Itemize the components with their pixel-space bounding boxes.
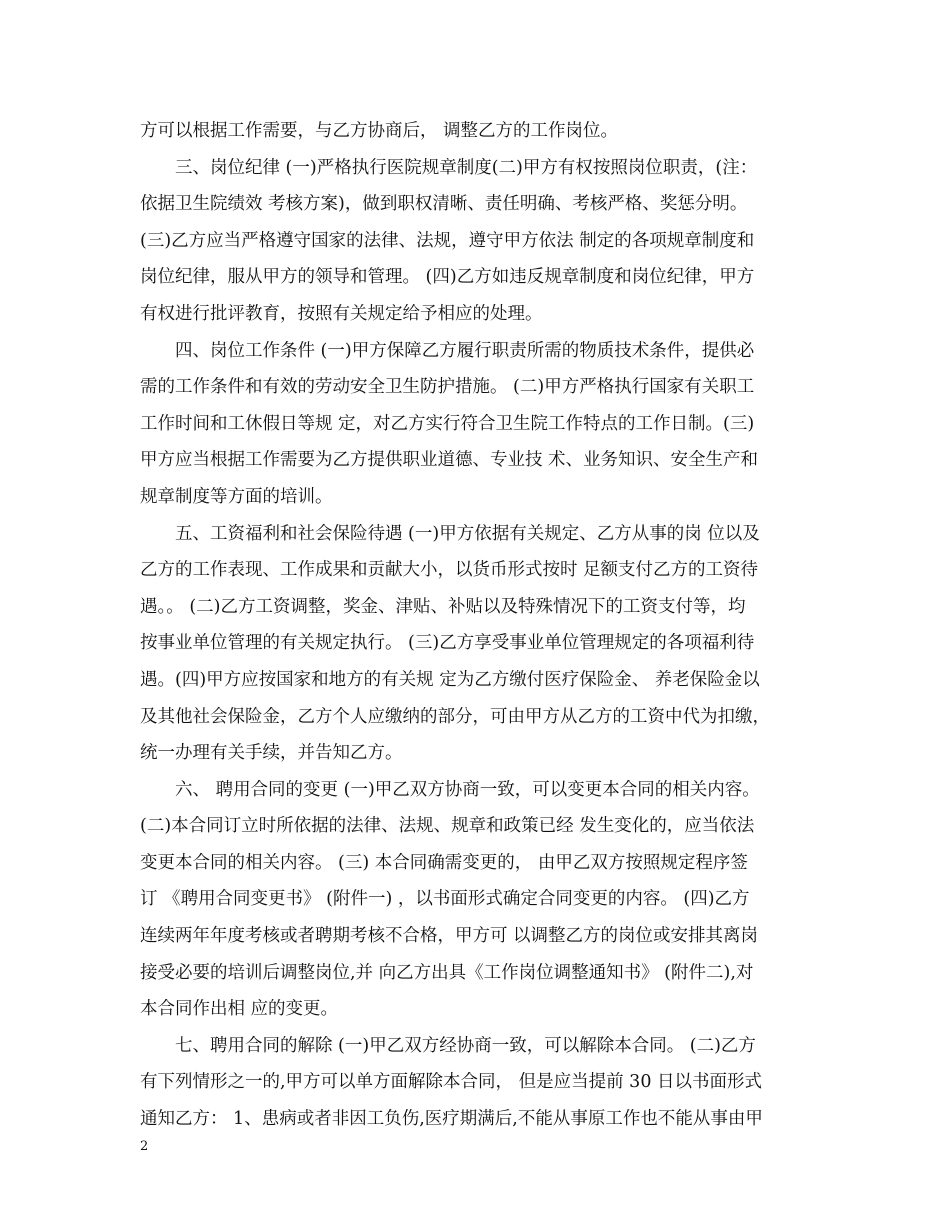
text-line: 需的工作条件和有效的劳动安全卫生防护措施。 (二)甲方严格执行国家有关职工 [140,377,755,398]
text-line: 规章制度等方面的培训。 [140,486,333,507]
text-line: 统一办理有关手续，并告知乙方。 [140,743,403,764]
text-line: 三、岗位纪律 (一)严格执行医院规章制度(二)甲方有权按照岗位职责，(注： [175,157,758,178]
text-line: (三)乙方应当严格遵守国家的法律、法规，遵守甲方依法 制定的各项规章制度和 [140,230,755,251]
text-line: 六、 聘用合同的变更 (一)甲乙双方协商一致，可以变更本合同的相关内容。 [175,779,760,800]
text-line: 按事业单位管理的有关规定执行。 (三)乙方享受事业单位管理规定的各项福利待 [140,633,755,654]
text-line: 通知乙方： 1、患病或者非因工负伤,医疗期满后,不能从事原工作也不能从事由甲 [140,1109,763,1130]
text-line: 有下列情形之一的,甲方可以单方面解除本合同， 但是应当提前 30 日以书面形式 [140,1072,763,1093]
text-line: 五、工资福利和社会保险待遇 (一)甲方依据有关规定、乙方从事的岗 位以及 [175,523,760,544]
text-line: 四、岗位工作条件 (一)甲方保障乙方履行职责所需的物质技术条件，提供必 [175,340,755,361]
text-line: 连续两年年度考核或者聘期考核不合格，甲方可 以调整乙方的岗位或安排其离岗 [140,926,759,947]
contract-body-text [140,113,812,1138]
text-line: (二)本合同订立时所依据的法律、法规、规章和政策已经 发生变化的，应当依法 [140,816,755,837]
text-line: 订 《聘用合同变更书》 (附件一) ，以书面形式确定合同变更的内容。 (四)乙方 [140,889,750,910]
text-line: 有权进行批评教育，按照有关规定给予相应的处理。 [140,303,543,324]
text-line: 甲方应当根据工作需要为乙方提供职业道德、专业技 术、业务知识、安全生产和 [140,450,759,471]
page-number: 2 [140,1139,149,1154]
text-line: 遇。(四)甲方应按国家和地方的有关规 定为乙方缴付医疗保险金、 养老保险金以 [140,669,760,690]
text-line: 岗位纪律，服从甲方的领导和管理。 (四)乙方如违反规章制度和岗位纪律，甲方 [140,267,755,288]
text-line: 方可以根据工作需要，与乙方协商后， 调整乙方的工作岗位。 [140,121,619,141]
text-line: 本合同作出相 应的变更。 [140,999,339,1020]
text-line: 乙方的工作表现、工作成果和贡献大小，以货币形式按时 足额支付乙方的工资待 [140,560,759,581]
text-line: 接受必要的培训后调整岗位,并 向乙方出具《工作岗位调整通知书》 (附件二),对 [140,962,754,983]
text-line: 工作时间和工休假日等规 定，对乙方实行符合卫生院工作特点的工作日制。(三) [140,413,755,434]
text-line: 七、聘用合同的解除 (一)甲乙双方经协商一致，可以解除本合同。 (二)乙方 [175,1035,756,1056]
text-line: 依据卫生院绩效 考核方案)，做到职权清晰、责任明确、考核严格、奖惩分明。 [140,194,748,215]
text-line: 变更本合同的相关内容。 (三) 本合同确需变更的， 由甲乙双方按照规定程序签 [140,852,748,873]
text-line: 及其他社会保险金，乙方个人应缴纳的部分，可由甲方从乙方的工资中代为扣缴， [140,706,770,727]
text-line: 遇。。 (二)乙方工资调整，奖金、津贴、补贴以及特殊情况下的工资支付等，均 [140,596,746,617]
